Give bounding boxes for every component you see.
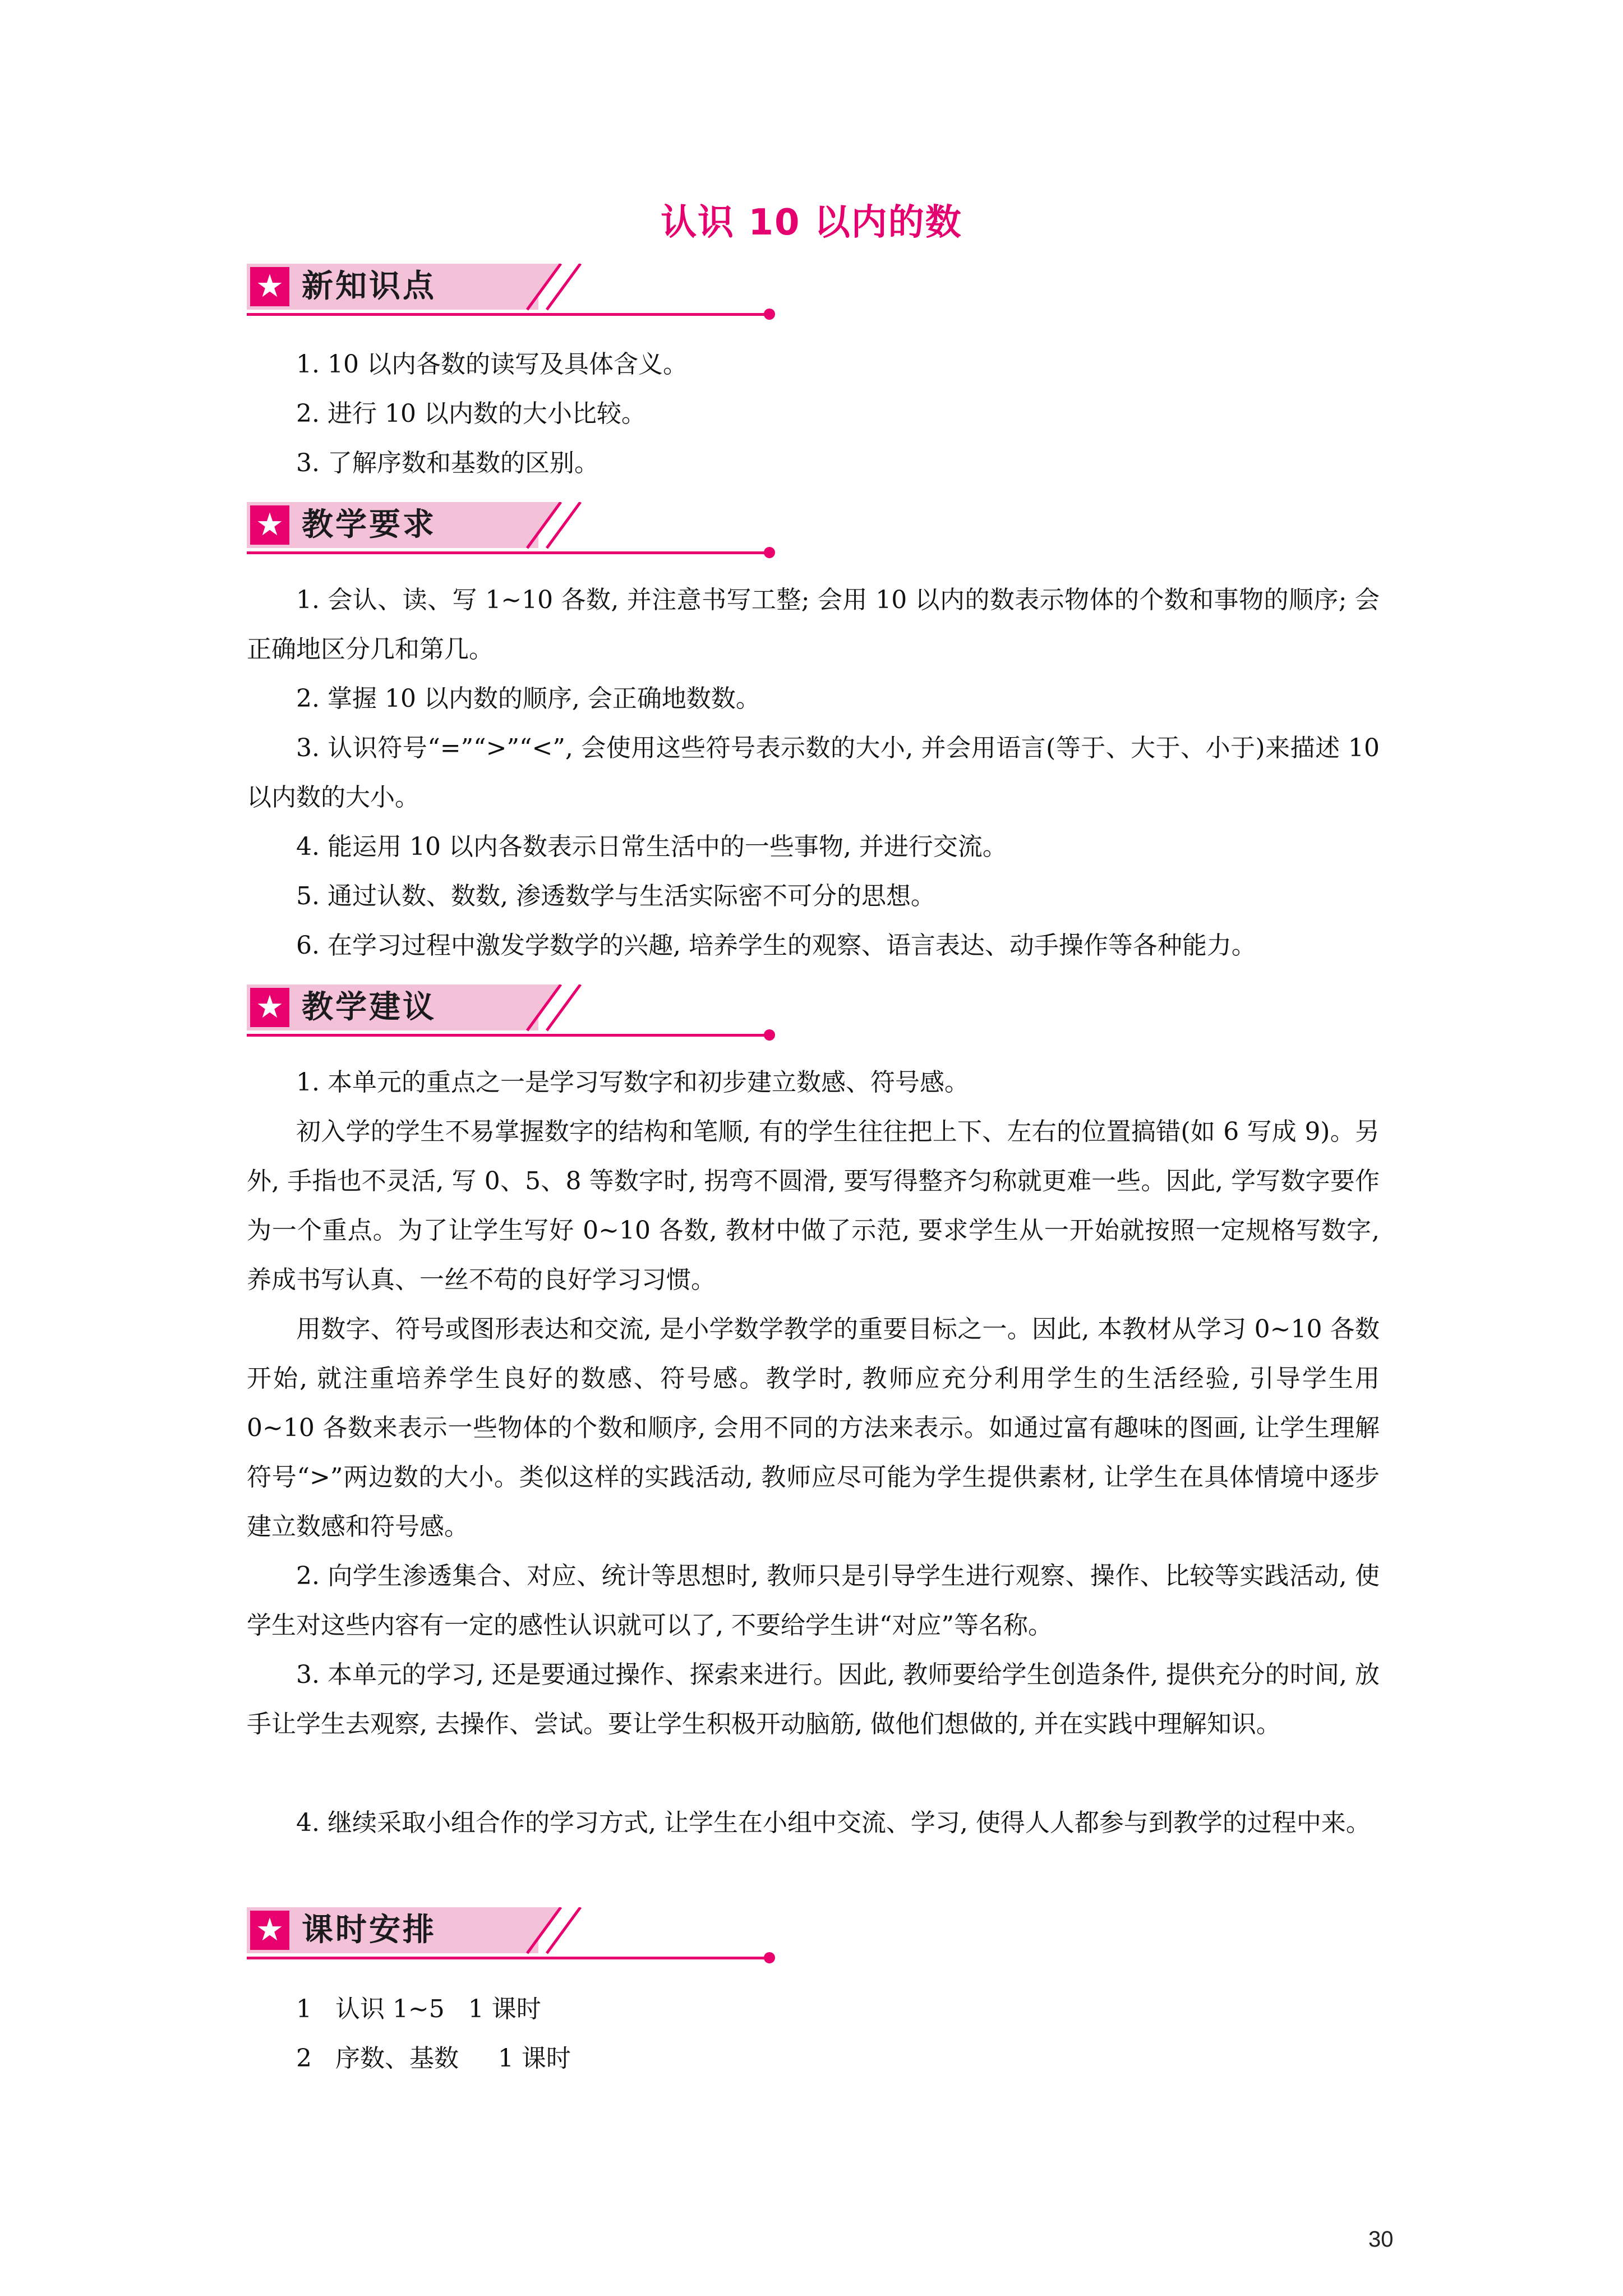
section-header-teaching-suggestions xyxy=(247,984,780,1038)
paragraph: 1. 本单元的重点之一是学习写数字和初步建立数感、符号感。 xyxy=(296,1068,969,1097)
section-header-class-schedule xyxy=(247,1907,780,1961)
star-icon: ★ xyxy=(250,988,289,1027)
page-title: 认识 10 以内的数 xyxy=(661,202,962,243)
underline-dot xyxy=(764,1952,775,1963)
paragraph: 3. 本单元的学习, 还是要通过操作、探索来进行。因此, 教师要给学生创造条件, 提供充分的时间, 放手让学生去观察, 去操作、尝试。要让学生积极开动脑筋, 做他们想做的, 并在实践中理解知识。 xyxy=(247,1660,1380,1738)
underline-dot xyxy=(764,309,775,320)
section-underline xyxy=(247,313,768,316)
star-icon: ★ xyxy=(250,505,289,545)
section-title: 课时安排 xyxy=(302,1912,436,1948)
list-item: 1. 会认、读、写 1~10 各数, 并注意书写工整; 会用 10 以内的数表示物体的个数和事物的顺序; 会正确地区分几和第几。 xyxy=(247,586,1380,664)
paragraph: 4. 继续采取小组合作的学习方式, 让学生在小组中交流、学习, 使得人人都参与到教学的过程中来。 xyxy=(296,1809,1371,1837)
section-title: 教学建议 xyxy=(302,989,436,1025)
list-item: 1. 10 以内各数的读写及具体含义。 xyxy=(296,350,688,379)
list-item: 3. 认识符号“=”“>”“<”, 会使用这些符号表示数的大小, 并会用语言(等于、大于、小于)来描述 10 以内数的大小。 xyxy=(247,734,1380,812)
star-icon: ★ xyxy=(250,1911,289,1950)
star-icon: ★ xyxy=(250,267,289,306)
section-underline xyxy=(247,1034,768,1037)
list-item: 2. 掌握 10 以内数的顺序, 会正确地数数。 xyxy=(296,684,760,713)
section-underline xyxy=(247,1957,768,1959)
underline-dot xyxy=(764,1029,775,1041)
section-header-teaching-requirements xyxy=(247,502,780,556)
list-item: 2. 进行 10 以内数的大小比较。 xyxy=(296,399,646,428)
list-item: 4. 能运用 10 以内各数表示日常生活中的一些事物, 并进行交流。 xyxy=(296,832,1007,861)
section-header-new-knowledge xyxy=(247,264,780,318)
paragraph: 2. 向学生渗透集合、对应、统计等思想时, 教师只是引导学生进行观察、操作、比较等实践活动, 使学生对这些内容有一定的感性认识就可以了, 不要给学生讲“对应”等名称。 xyxy=(247,1562,1380,1640)
list-item: 3. 了解序数和基数的区别。 xyxy=(296,449,599,477)
list-item: 5. 通过认数、数数, 渗透数学与生活实际密不可分的思想。 xyxy=(296,882,935,910)
list-item: 6. 在学习过程中激发学数学的兴趣, 培养学生的观察、语言表达、动手操作等各种能力。 xyxy=(296,931,1256,960)
section-underline xyxy=(247,551,768,554)
section-title: 新知识点 xyxy=(302,268,436,305)
page-number: 30 xyxy=(1368,2227,1394,2252)
schedule-item: 2 序数、基数 1 课时 xyxy=(296,2044,571,2073)
schedule-item: 1 认识 1~5 1 课时 xyxy=(296,1995,541,2023)
paragraph: 初入学的学生不易掌握数字的结构和笔顺, 有的学生往往把上下、左右的位置搞错(如 6 写成 9)。另外, 手指也不灵活, 写 0、5、8 等数字时, 拐弯不圆滑, 要写得整齐匀称就更难一些。因此, 学写数字要作为一个重点。为了让学生写好 0~10 各数, 教材中做了示范, 要求学生从一开始就按照一定规格写数字, 养成书写认真、一丝不苟的良好学习习惯。 xyxy=(247,1117,1380,1294)
paragraph: 用数字、符号或图形表达和交流, 是小学数学教学的重要目标之一。因此, 本教材从学习 0~10 各数开始, 就注重培养学生良好的数感、符号感。教学时, 教师应充分利用学生的生活经验, 引导学生用 0~10 各数来表示一些物体的个数和顺序, 会用不同的方法来表示。如通过富有趣味的图画, 让学生理解符号“>”两边数的大小。类似这样的实践活动, 教师应尽可能为学生提供素材, 让学生在具体情境中逐步建立数感和符号感。 xyxy=(247,1315,1380,1541)
section-title: 教学要求 xyxy=(302,507,436,543)
underline-dot xyxy=(764,547,775,558)
